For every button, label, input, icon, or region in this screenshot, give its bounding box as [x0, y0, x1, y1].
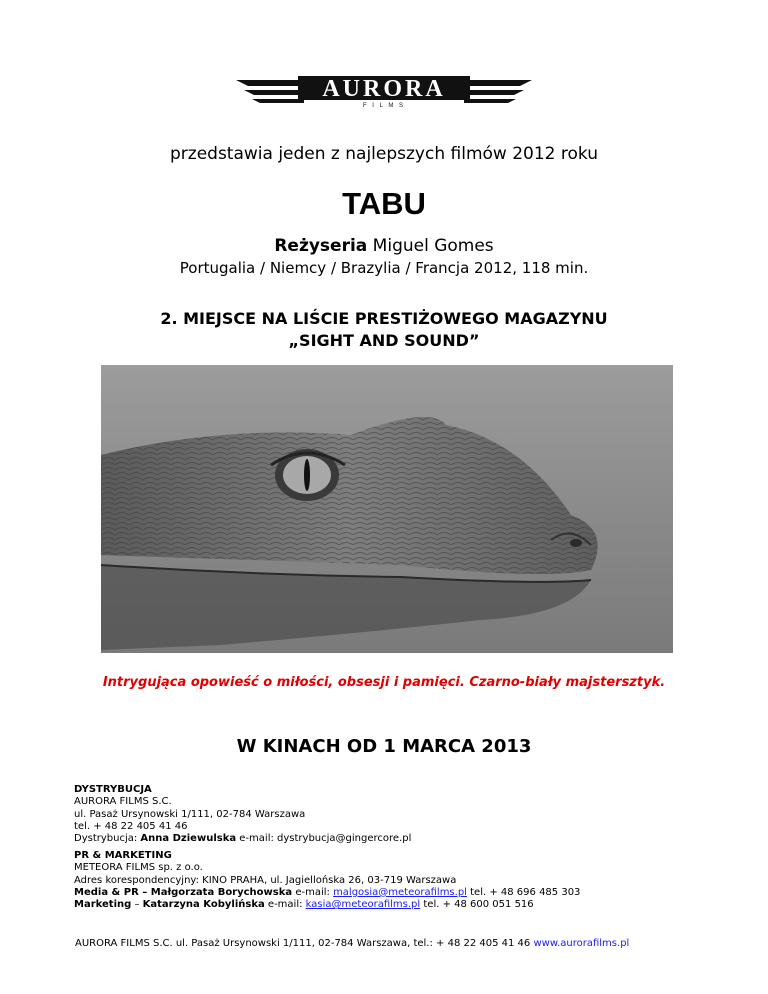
- aurora-films-logo: [234, 74, 534, 108]
- production-info: Portugalia / Niemcy / Brazylia / Francja 2012, 118 min.: [179, 259, 589, 277]
- director-name: Miguel Gomes: [372, 236, 494, 256]
- distribution-contact-email: e-mail: dystrybucja@gingercore.pl: [236, 833, 412, 845]
- pr-address: Adres korespondencyjny: KINO PRAHA, ul. Jagiellońska 26, 03-719 Warszawa: [74, 874, 457, 886]
- media-contact-name: Media & PR – Małgorzata Borychowska: [74, 886, 293, 898]
- pr-section: [74, 850, 580, 911]
- marketing-label: Marketing: [74, 899, 132, 911]
- footer-text: AURORA FILMS S.C. ul. Pasaż Ursynowski 1/111, 02-784 Warszawa, tel.: + 48 22 405 41 46: [75, 938, 534, 949]
- distribution-contact-name: Anna Dziewulska: [140, 833, 237, 845]
- ranking-line-1: 2. MIEJSCE NA LIŚCIE PRESTIŻOWEGO MAGAZYNU: [160, 309, 608, 328]
- media-phone: tel. + 48 696 485 303: [466, 886, 581, 898]
- ranking-line-2: „SIGHT AND SOUND”: [288, 331, 480, 350]
- distribution-phone: tel. + 48 22 405 41 46: [74, 820, 188, 832]
- distribution-contact: [74, 833, 411, 845]
- media-contact: [74, 887, 580, 899]
- director-line: [0, 236, 768, 256]
- marketing-contact: [74, 899, 580, 911]
- footer: [75, 938, 629, 949]
- distribution-contact-label: Dystrybucja:: [74, 833, 141, 845]
- distribution-company: AURORA FILMS S.C.: [74, 796, 172, 808]
- ranking-heading: [0, 308, 768, 352]
- media-email-prefix: e-mail:: [292, 886, 334, 898]
- distribution-section: [74, 784, 411, 845]
- logo-subtext: F I L M S: [362, 103, 406, 108]
- pr-heading: PR & MARKETING: [74, 850, 172, 861]
- crocodile-photo: [101, 365, 673, 653]
- marketing-email-prefix: e-mail:: [264, 899, 306, 911]
- premiere-date: W KINACH OD 1 MARCA 2013: [236, 736, 532, 757]
- director-label: Reżyseria: [274, 236, 368, 256]
- distribution-address: ul. Pasaż Ursynowski 1/111, 02-784 Warszawa: [74, 808, 306, 820]
- film-title: TABU: [342, 186, 426, 221]
- tagline: przedstawia jeden z najlepszych filmów 2012 roku: [169, 144, 598, 164]
- media-email-link[interactable]: malgosia@meteorafilms.pl: [333, 886, 467, 898]
- marketing-contact-name: Katarzyna Kobylińska: [142, 899, 265, 911]
- footer-url[interactable]: www.aurorafilms.pl: [533, 938, 630, 949]
- marketing-dash: –: [131, 899, 143, 911]
- photo-caption: Intrygująca opowieść o miłości, obsesji i pamięci. Czarno-biały majstersztyk.: [102, 675, 666, 690]
- marketing-phone: tel. + 48 600 051 516: [420, 899, 534, 911]
- distribution-heading: DYSTRYBUCJA: [74, 784, 152, 795]
- pr-company: METEORA FILMS sp. z o.o.: [74, 862, 203, 874]
- marketing-email-link[interactable]: kasia@meteorafilms.pl: [305, 899, 421, 911]
- logo-wordmark: AURORA: [322, 76, 446, 102]
